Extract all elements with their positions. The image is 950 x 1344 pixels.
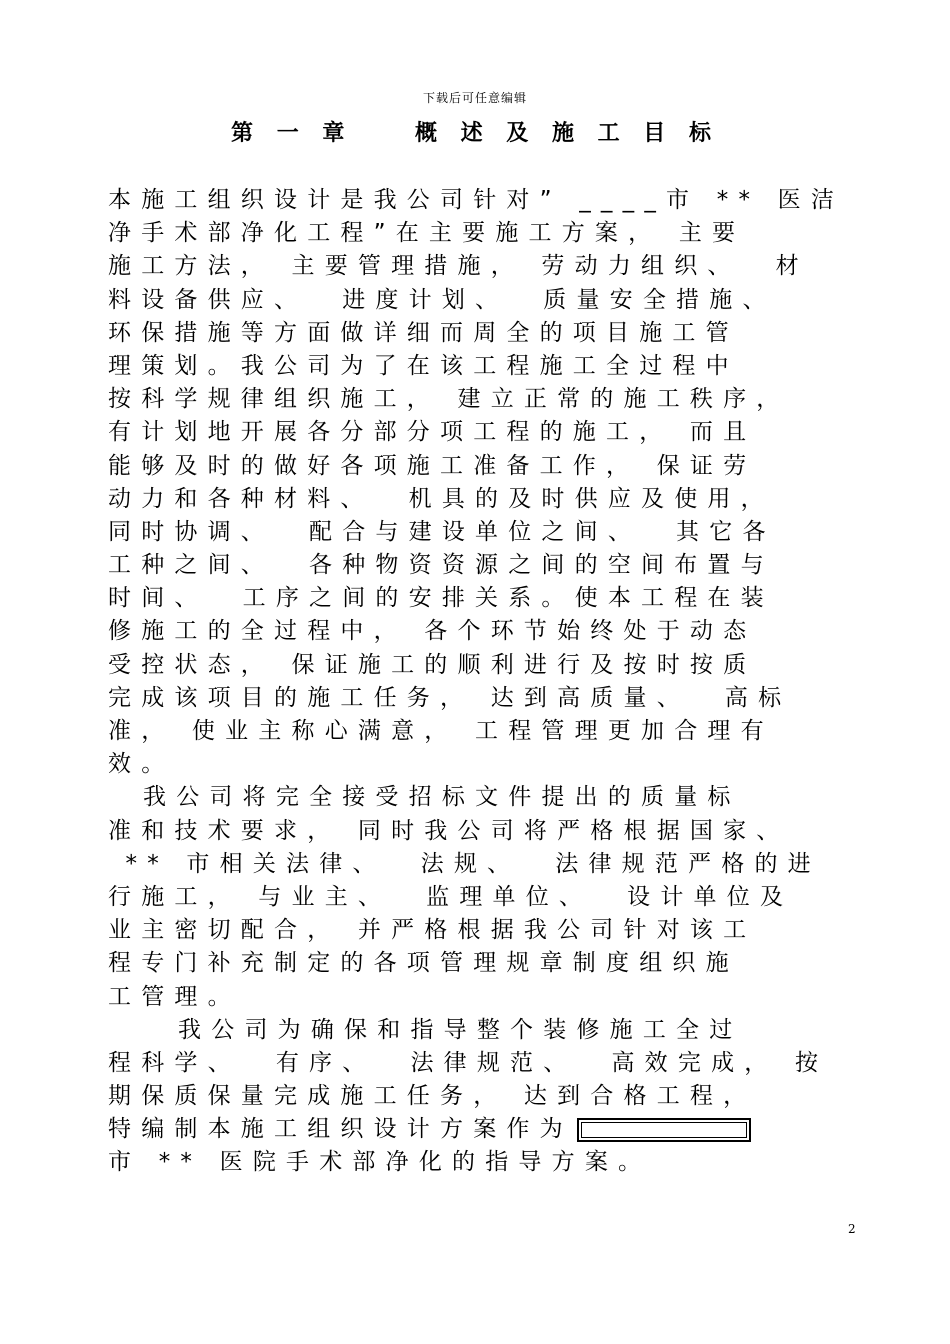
text-line: 施工方法， 主要管理措施， 劳动力组织、 材	[108, 253, 809, 280]
text-line: 效。	[108, 751, 175, 778]
text-line: ** 市相关法律、 法规、 法律规范严格的进	[108, 850, 821, 877]
text-line: 本施工组织设计是我公司针对” ____市 ** 医洁	[108, 187, 845, 213]
text-line-with-blank	[108, 1113, 848, 1146]
text-line: 工种之间、 各种物资资源之间的空间布置与	[108, 552, 774, 579]
header-note: 下载后可任意编辑	[422, 91, 527, 105]
page-number: 2	[848, 1222, 856, 1236]
text-line: 准和技术要求， 同时我公司将严格根据国家、	[108, 817, 790, 844]
text-line: 期保质保量完成施工任务， 达到合格工程，	[108, 1083, 757, 1110]
text-line: 完成该项目的施工任务， 达到高质量、 高标	[108, 684, 792, 711]
text-line: 程专门补充制定的各项管理规章制度组织施	[108, 950, 739, 977]
text-line: 同时协调、 配合与建设单位之间、 其它各	[108, 518, 776, 545]
body-text	[108, 184, 848, 1180]
text-line: 准， 使业主称心满意， 工程管理更加合理有	[108, 718, 774, 744]
text-line: 行施工， 与业主、 监理单位、 设计单位及	[108, 883, 794, 910]
text-line: 能够及时的做好各项施工准备工作， 保证劳	[108, 452, 757, 479]
text-line: 理策划。我公司为了在该工程施工全过程中	[108, 352, 739, 379]
text-line: 业主密切配合， 并严格根据我公司针对该工	[108, 917, 757, 944]
blank-box	[577, 1118, 751, 1142]
text-line: 时间、 工序之间的安排关系。使本工程在装	[108, 585, 774, 612]
text-line: 市 ** 医院手术部净化的指导方案。	[108, 1149, 652, 1176]
text-line: 我公司将完全接受招标文件提出的质量标	[108, 784, 741, 811]
text-line: 有计划地开展各分部分项工程的施工， 而且	[108, 419, 757, 446]
chapter-title: 第 一 章 概 述 及 施 工 目 标	[231, 121, 719, 146]
text-line: 净手术部净化工程”在主要施工方案， 主要	[108, 220, 746, 247]
text-line: 程科学、 有序、 法律规范、 高效完成， 按	[108, 1049, 829, 1076]
text-span: 特编制本施工组织设计方案作为	[108, 1116, 573, 1143]
text-line: 按科学规律组织施工， 建立正常的施工秩序，	[108, 386, 790, 413]
text-line: 修施工的全过程中， 各个环节始终处于动态	[108, 618, 757, 645]
text-line: 我公司为确保和指导整个装修施工全过	[108, 1016, 743, 1043]
text-line: 动力和各种材料、 机具的及时供应及使用，	[108, 485, 774, 512]
text-line: 受控状态， 保证施工的顺利进行及按时按质	[108, 651, 757, 678]
text-line: 工管理。	[108, 983, 241, 1010]
text-line: 环保措施等方面做详细而周全的项目施工管	[108, 319, 739, 346]
text-line: 料设备供应、 进度计划、 质量安全措施、	[108, 286, 776, 313]
